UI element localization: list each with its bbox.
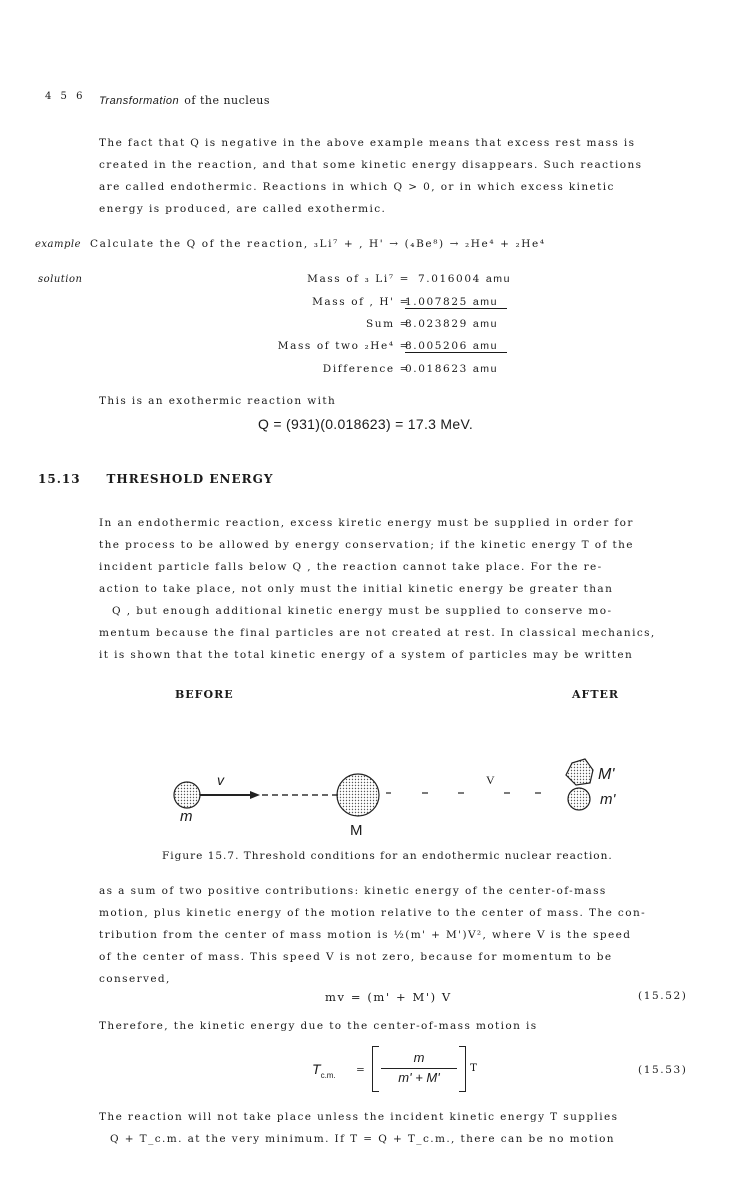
eq-bracket (372, 1046, 466, 1092)
para2-line: it is shown that the total kinetic energy of a system of particles may be written (99, 649, 634, 661)
equation-15-52: mv = (m' + M') V (325, 990, 452, 1004)
equation-number: (15.52) (638, 990, 688, 1002)
eq-equals: = (356, 1064, 367, 1076)
solution-row-left: Difference = (322, 363, 410, 375)
equation-number: (15.53) (638, 1064, 688, 1076)
label-v: v (217, 772, 224, 788)
eq-numerator: m (413, 1050, 425, 1065)
para1-line: are called endothermic. Reactions in which Q > 0, or in which excess kinetic (99, 181, 615, 193)
label-m-prime: m' (600, 791, 616, 808)
para4-line: Q + T_c.m. at the very minimum. If T = Q + T_c.m., there can be no motion (110, 1133, 615, 1145)
eq-denominator: m' + M' (398, 1070, 440, 1085)
para2-line: action to take place, not only must the initial kinetic energy be greater than (99, 583, 614, 595)
solution-row-value: 8.005206 amu (405, 340, 507, 353)
label-m: m (180, 808, 193, 825)
para2-line: the process to be allowed by energy conservation; if the kinetic energy T of the (99, 539, 634, 551)
solution-row-value: 1.007825 amu (405, 296, 507, 309)
solution-row-left: Mass of ₃ Li⁷ = (307, 273, 410, 285)
para3-line: tribution from the center of mass motion is ½(m' + M')V², where V is the speed (99, 929, 632, 941)
particle-m (174, 782, 200, 808)
page-number: 4 5 6 (45, 91, 86, 102)
para2-line: In an endothermic reaction, excess kiretic energy must be supplied in order for (99, 517, 634, 529)
para3-line: conserved, (99, 973, 171, 985)
label-M-prime: M' (598, 766, 615, 783)
label-V: V (486, 773, 495, 787)
threshold-diagram (150, 745, 650, 845)
para1-line: The fact that Q is negative in the above example means that excess rest mass is (99, 137, 636, 149)
solution-row-left: Mass of two ₂He⁴ = (277, 340, 410, 352)
example-label: example (35, 239, 82, 250)
para3-line: of the center of mass. This speed V is not zero, because for momentum to be (99, 951, 613, 963)
example-text: Calculate the Q of the reaction, ₃Li⁷ + , H' → (₄Be⁸) → ₂He⁴ + ₂He⁴ (90, 238, 546, 250)
product-M-prime (566, 759, 593, 785)
para2-line: Q , but enough additional kinetic energy must be supplied to conserve mo- (112, 605, 613, 617)
para3-line: as a sum of two positive contributions: kinetic energy of the center-of-mass (99, 885, 607, 897)
section-heading: 15.13 THRESHOLD ENERGY (38, 472, 274, 486)
figure-after-label: AFTER (572, 688, 620, 701)
solution-label: solution (38, 274, 83, 285)
para1-line: created in the reaction, and that some kinetic energy disappears. Such reactions (99, 159, 643, 171)
solution-row-left: Sum = (365, 318, 410, 330)
solution-row-left: Mass of , H' = (312, 296, 410, 308)
figure-before-label: BEFORE (175, 688, 234, 701)
eq-tail: T (470, 1062, 479, 1074)
figure-caption: Figure 15.7. Threshold conditions for an endothermic nuclear reaction. (162, 850, 613, 862)
q-value-equation: Q = (931)(0.018623) = 17.3 MeV. (258, 416, 474, 432)
para2-line: mentum because the final particles are not created at rest. In classical mechanics, (99, 627, 656, 639)
eq-lhs: $T_{c.m.}$ (312, 1061, 336, 1080)
running-header (99, 89, 270, 108)
header-title: Transformation (99, 95, 180, 107)
therefore-line: Therefore, the kinetic energy due to the center-of-mass motion is (99, 1020, 538, 1032)
para1-line: energy is produced, are called exothermic. (99, 203, 387, 215)
solution-row-value: 8.023829 amu (405, 318, 499, 330)
para3-line: motion, plus kinetic energy of the motion relative to the center of mass. The con- (99, 907, 647, 919)
para4-line: The reaction will not take place unless the incident kinetic energy T supplies (99, 1111, 619, 1123)
solution-row-value: 7.016004 amu (418, 273, 512, 285)
product-m-prime (568, 788, 590, 810)
header-title-rest: of the nucleus (184, 94, 271, 107)
solution-row-value: 0.018623 amu (405, 363, 499, 375)
particle-M (337, 774, 379, 816)
para2-line: incident particle falls below Q , the reaction cannot take place. For the re- (99, 561, 603, 573)
exo-text: This is an exothermic reaction with (99, 395, 337, 407)
arrow-head-icon (250, 791, 260, 799)
label-M: M (350, 822, 363, 839)
